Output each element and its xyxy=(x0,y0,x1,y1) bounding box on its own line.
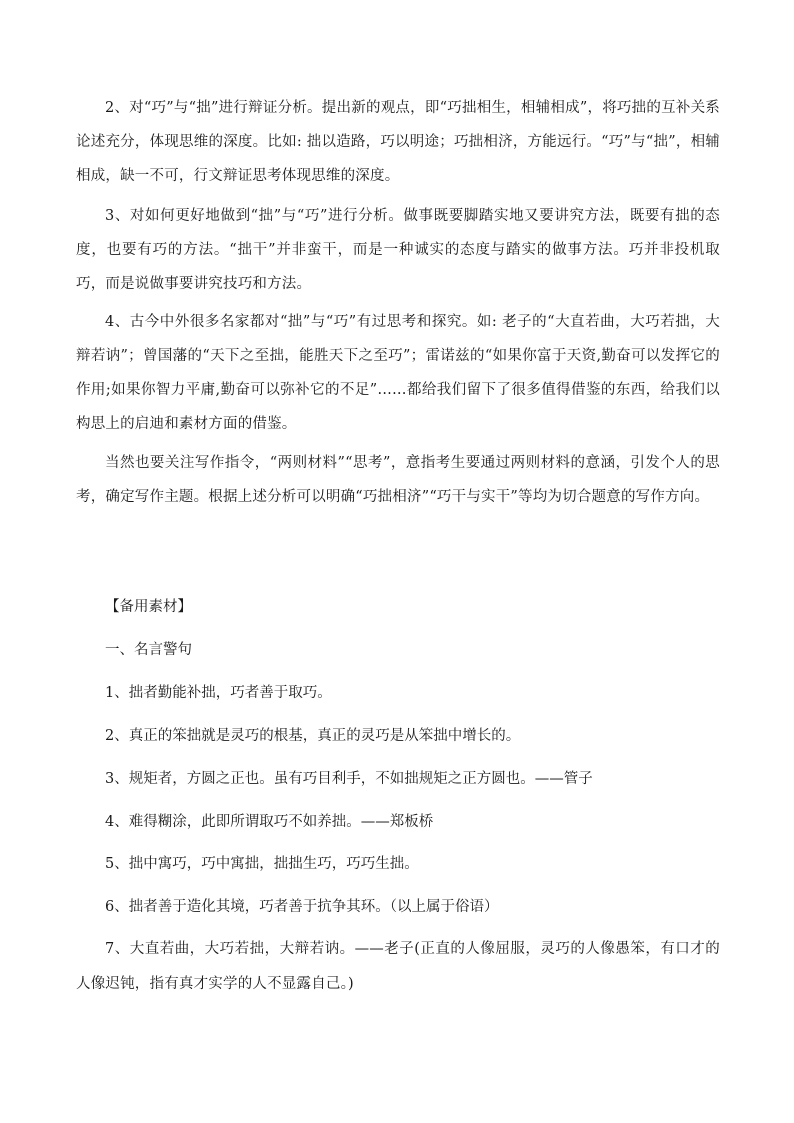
analysis-paragraph-3: 3、对如何更好地做到“拙”与“巧”进行分析。做事既要脚踏实地又要讲究方法，既要有拙的态度，也要有巧的方法。“拙干”并非蛮干，而是一种诚实的态度与踏实的做事方法。巧并非投机取巧，而是说做事要讲究技巧和方法。 xyxy=(76,208,720,292)
quote-item: 6、拙者善于造化其境，巧者善于抗争其环。（以上属于俗语） xyxy=(105,899,499,915)
analysis-paragraph-4: 4、古今中外很多名家都对“拙”与“巧”有过思考和探究。如: 老子的“大直若曲，大巧若拙，大辩若讷”；曾国藩的“天下之至拙，能胜天下之至巧”；雷诺兹的“如果你富于天资,勤奋可以发挥它的作用;如果你智力平庸,勤奋可以弥补它的不足”……都给我们留下了很多值得借鉴的东西，给我们以构思上的启迪和素材方面的借鉴。 xyxy=(76,314,720,432)
quote-item: 4、难得糊涂，此即所谓取巧不如养拙。——郑板桥 xyxy=(105,814,434,830)
analysis-paragraph-2: 2、对“巧”与“拙”进行辩证分析。提出新的观点，即“巧拙相生，相辅相成”，将巧拙的互补关系论述充分，体现思维的深度。比如: 拙以造路，巧以明途；巧拙相济，方能远行。“巧”与“拙”，相辅相成，缺一不可，行文辩证思考体现思维的深度。 xyxy=(76,100,720,184)
analysis-paragraph-conclusion: 当然也要关注写作指令，“两则材料”“思考”，意指考生要通过两则材料的意涵，引发个人的思考，确定写作主题。根据上述分析可以明确“巧拙相济”“巧干与实干”等均为切合题意的写作方向。 xyxy=(76,455,720,505)
section-title: 一、名言警句 xyxy=(105,642,192,658)
quote-item: 3、规矩者，方圆之正也。虽有巧目利手，不如拙规矩之正方圆也。——管子 xyxy=(105,771,593,787)
quote-item: 5、拙中寓巧，巧中寓拙，拙拙生巧，巧巧生拙。 xyxy=(105,856,419,872)
quote-item: 2、真正的笨拙就是灵巧的根基，真正的灵巧是从笨拙中增长的。 xyxy=(105,728,521,744)
materials-heading: 【备用素材】 xyxy=(105,599,192,615)
quote-item: 7、大直若曲，大巧若拙，大辩若讷。——老子(正直的人像屈服，灵巧的人像愚笨，有口才的人像迟钝，指有真才实学的人不显露自己。) xyxy=(76,941,720,992)
quote-item: 1、拙者勤能补拙，巧者善于取巧。 xyxy=(105,685,332,701)
